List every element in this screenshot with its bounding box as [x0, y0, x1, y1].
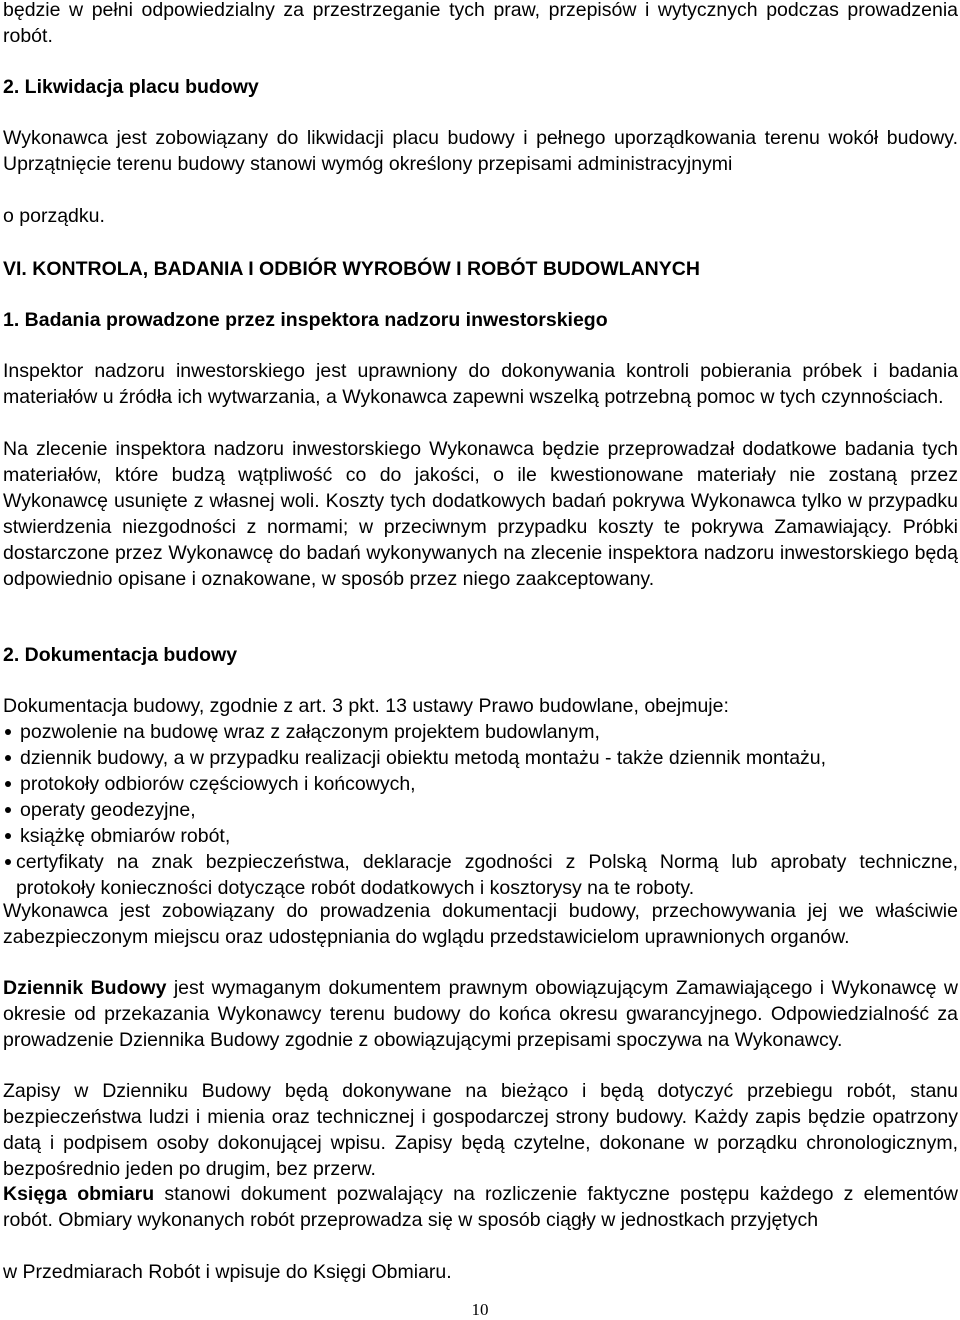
paragraph-ksiega-tail: w Przedmiarach Robót i wpisuje do Księgi Obmiaru. — [3, 1261, 452, 1283]
paragraph-dziennik-text: jest wymaganym dokumentem prawnym obowiązującym Zamawiającego i Wykonawcę w okresie od przekazania Wykonawcy terenu budowy do końca okresu gwarancyjnego. Odpowiedzialność za prowadzenie Dziennika Budowy zgodnie z obowiązującymi przepisami spoczywa na Wykonawcy. — [3, 977, 958, 1051]
term-ksiega-obmiaru: Księga obmiaru — [3, 1183, 155, 1205]
paragraph-zapisy: Zapisy w Dzienniku Budowy będą dokonywane na bieżąco i będą dotyczyć przebiegu robót, stanu bezpieczeństwa ludzi i mienia oraz technicznej i gospodarczej strony budowy. Każdy zapis będzie opatrzony datą i podpisem osoby dokonującej wpisu. Zapisy będą czytelne, dokonane w porządku chronologicznym, bezpośrednio jeden po drugim, bez przerw. — [3, 1080, 958, 1180]
list-item: certyfikaty na znak bezpieczeństwa, deklaracje zgodności z Polską Normą lub aprobaty techniczne, protokoły konieczności dotyczące robót dodatkowych i kosztorysy na te roboty. — [3, 849, 958, 901]
list-item: operaty geodezyjne, — [3, 797, 958, 823]
paragraph-dokumentacja-lead: Dokumentacja budowy, zgodnie z art. 3 pkt. 13 ustawy Prawo budowlane, obejmuje: — [3, 695, 729, 717]
section-heading-badania: 1. Badania prowadzone przez inspektora nadzoru inwestorskiego — [3, 309, 608, 331]
intro-paragraph: będzie w pełni odpowiedzialny za przestrzeganie tych praw, przepisów i wytycznych podczas prowadzenia robót. — [3, 0, 958, 47]
documentation-list — [3, 719, 958, 901]
paragraph-badania-1: Inspektor nadzoru inwestorskiego jest uprawniony do dokonywania kontroli pobierania próbek i badania materiałów u źródła ich wytwarzania, a Wykonawca zapewni wszelką potrzebną pomoc w tych czynnościach. — [3, 360, 958, 408]
term-dziennik-budowy: Dziennik Budowy — [3, 977, 167, 999]
list-item: książkę obmiarów robót, — [3, 823, 958, 849]
chapter-heading-vi: VI. KONTROLA, BADANIA I ODBIÓR WYROBÓW I ROBÓT BUDOWLANYCH — [3, 258, 700, 280]
paragraph-wykonawca: Wykonawca jest zobowiązany do prowadzenia dokumentacji budowy, przechowywania jej we właściwie zabezpieczonym miejscu oraz udostępniania do wglądu przedstawicielom uprawnionych organów. — [3, 900, 958, 948]
section-heading-likwidacja: 2. Likwidacja placu budowy — [3, 76, 259, 98]
paragraph-badania-2: Na zlecenie inspektora nadzoru inwestorskiego Wykonawca będzie przeprowadzał dodatkowe badania tych materiałów, które budzą wątpliwość co do jakości, o ile kwestionowane materiały nie zostaną przez Wykonawcę usunięte z własnej woli. Koszty tych dodatkowych badań pokrywa Wykonawca tylko w przypadku stwierdzenia niezgodności z normami; w przeciwnym przypadku koszty te pokrywa Zamawiający. Próbki dostarczone przez Wykonawcę do badań wykonywanych na zlecenie inspektora nadzoru inwestorskiego będą odpowiednio opisane i oznakowane, w sposób przez niego zaakceptowany. — [3, 438, 958, 590]
list-item: dziennik budowy, a w przypadku realizacji obiektu metodą montażu - także dziennik montażu, — [3, 745, 958, 771]
paragraph-likwidacja: Wykonawca jest zobowiązany do likwidacji placu budowy i pełnego uporządkowania terenu wokół budowy. Uprzątnięcie terenu budowy stanowi wymóg określony przepisami administracyjnymi — [3, 127, 958, 175]
paragraph-dziennik — [3, 975, 958, 1053]
list-item: protokoły odbiorów częściowych i końcowych, — [3, 771, 958, 797]
section-heading-dokumentacja: 2. Dokumentacja budowy — [3, 644, 238, 666]
list-item: pozwolenie na budowę wraz z załączonym projektem budowlanym, — [3, 719, 958, 745]
paragraph-ksiega-text: stanowi dokument pozwalający na rozliczenie faktyczne postępu każdego z elementów robót. Obmiary wykonanych robót przeprowadza się w sposób ciągły w jednostkach przyjętych — [3, 1183, 958, 1231]
paragraph-ksiega — [3, 1181, 958, 1233]
paragraph-likwidacja-tail: o porządku. — [3, 205, 105, 227]
page-number: 10 — [471, 1300, 489, 1319]
